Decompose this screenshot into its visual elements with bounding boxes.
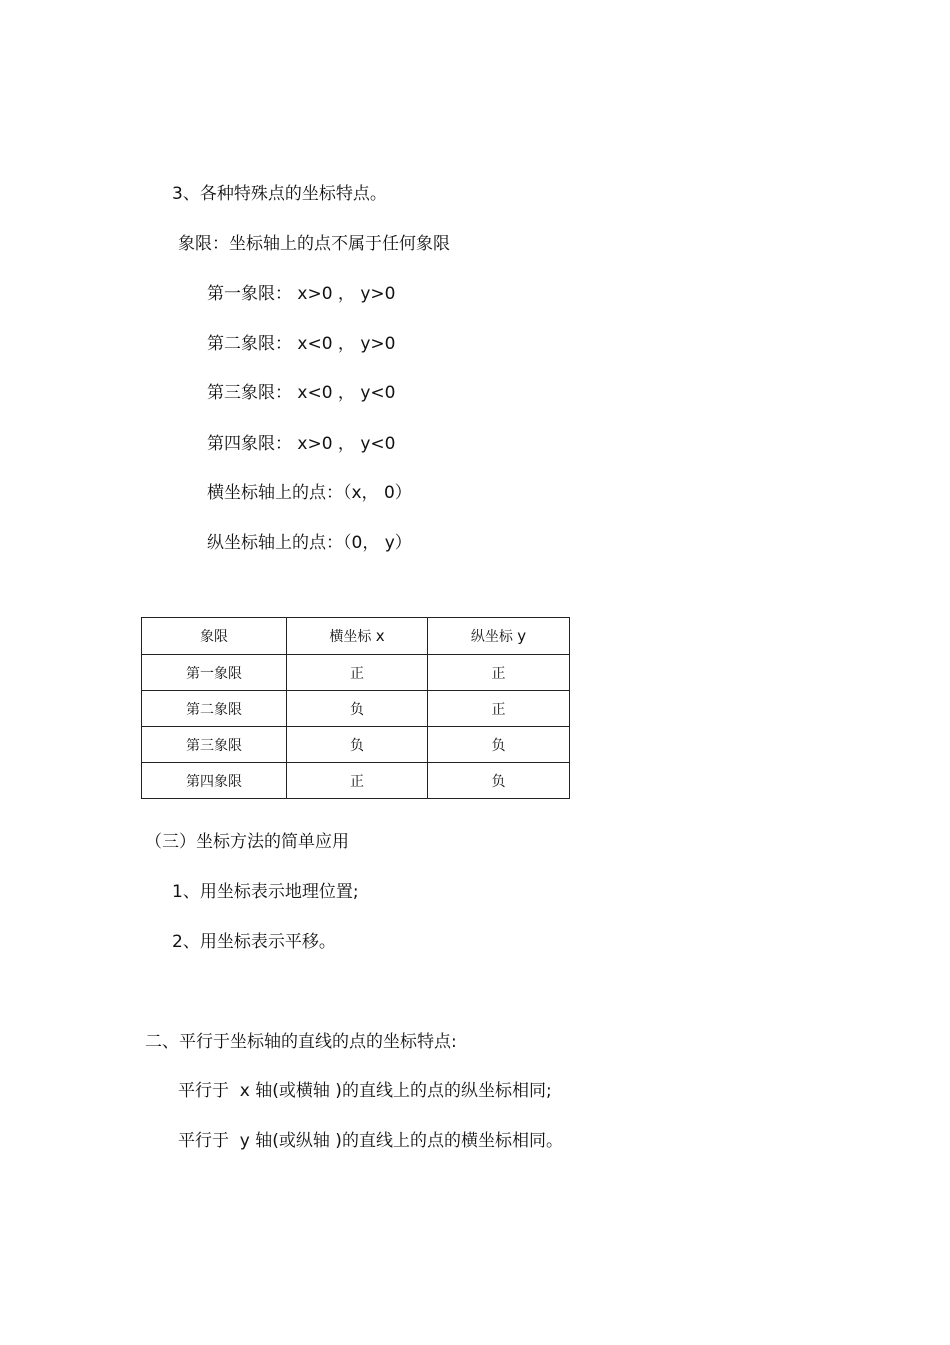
part-two-line-2: 平行于 y 轴(或纵轴 )的直线上的点的横坐标相同。 bbox=[178, 1131, 563, 1151]
table-cell: 正 bbox=[287, 763, 428, 799]
table-header-cell bbox=[428, 618, 570, 655]
rule-quadrant-2: 第二象限： x<0 ， y>0 bbox=[207, 334, 396, 354]
part3-item-1: 1、用坐标表示地理位置; bbox=[172, 882, 359, 902]
table-row bbox=[142, 727, 570, 763]
table-header-row bbox=[142, 618, 570, 655]
table-cell: 第四象限 bbox=[142, 763, 287, 799]
part-two-line-1: 平行于 x 轴(或横轴 )的直线上的点的纵坐标相同; bbox=[178, 1081, 552, 1101]
table-cell: 正 bbox=[287, 655, 428, 691]
rule-quadrant-3: 第三象限： x<0 ， y<0 bbox=[207, 383, 396, 403]
part3-item-2: 2、用坐标表示平移。 bbox=[172, 932, 336, 952]
quadrant-sign-table bbox=[141, 617, 570, 799]
table-cell: 正 bbox=[428, 691, 570, 727]
header-x-letter: x bbox=[375, 627, 385, 645]
table-cell: 负 bbox=[287, 691, 428, 727]
table-row bbox=[142, 763, 570, 799]
header-ordinate: 纵坐标 bbox=[470, 629, 513, 645]
table-cell: 第三象限 bbox=[142, 727, 287, 763]
section3-title: 3、各种特殊点的坐标特点。 bbox=[172, 184, 387, 204]
table-header-cell bbox=[287, 618, 428, 655]
table-cell: 负 bbox=[428, 763, 570, 799]
table-cell: 第一象限 bbox=[142, 655, 287, 691]
rule-quadrant-1: 第一象限： x>0 ， y>0 bbox=[207, 284, 396, 304]
quadrant-note: 象限：坐标轴上的点不属于任何象限 bbox=[178, 234, 450, 254]
part-two-title: 二、平行于坐标轴的直线的点的坐标特点: bbox=[145, 1032, 457, 1052]
table-cell: 负 bbox=[428, 727, 570, 763]
table-row bbox=[142, 691, 570, 727]
table-cell: 正 bbox=[428, 655, 570, 691]
header-abscissa: 横坐标 bbox=[329, 629, 372, 645]
header-y-letter: y bbox=[517, 627, 527, 645]
header-quadrant: 象限 bbox=[200, 629, 228, 645]
part3-title: （三）坐标方法的简单应用 bbox=[145, 832, 349, 852]
rule-y-axis: 纵坐标轴上的点：（0， y） bbox=[207, 533, 412, 553]
table-row bbox=[142, 655, 570, 691]
rule-x-axis: 横坐标轴上的点：（x， 0） bbox=[207, 483, 412, 503]
table-cell: 负 bbox=[287, 727, 428, 763]
table-cell: 第二象限 bbox=[142, 691, 287, 727]
rule-quadrant-4: 第四象限： x>0 ， y<0 bbox=[207, 434, 396, 454]
table-header-cell bbox=[142, 618, 287, 655]
